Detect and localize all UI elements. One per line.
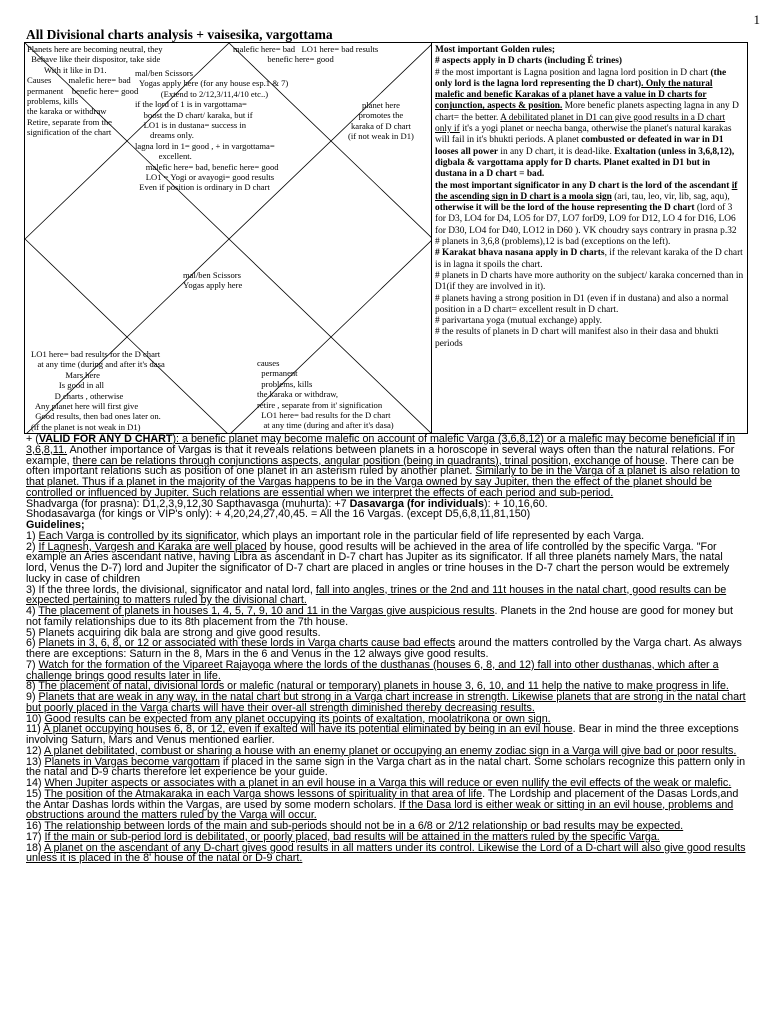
guideline-2: 2) If Lagnesh, Vargesh and Karaka are well placed by house, good results will be achieved in the area of life controlled by the specific Varga. "For example an Aries ascendant native, having Libra as ascendant in D-7 chart has Jupiter as its significator. If all three planets namely Mars, the natal lord, Venus the D-7) lord and Jupiter the significator of D-7 chart are placed in angles or trine houses in the D-7 chart the person would be extremely lucky in case of children <box>26 540 730 585</box>
shodasavarga-line: Shodasavarga (for kings or VIP's only): + 4,20,24,27,40,45. = All the 16 Vargas. (except D5,6,8,11,81,150) <box>26 508 531 521</box>
guideline-5: 5) Planets acquiring dik bala are strong and give good results. <box>26 626 321 639</box>
chart-bottom-left-text: LO1 here= bad results for the D chart at any time (during and after it's dasa Mars here Is good in all D charts , otherwise Any planet here will first give Good results, then bad ones later on. (if the planet is not weak in D1) <box>31 349 165 432</box>
rules-aspects: # aspects apply in D charts (including É trines) <box>435 56 622 67</box>
guideline-8: 8) The placement of natal, divisional lords or malefic (natural or temporary) planets in house 3, 6, 10, and 11 help the native to make progress in life. <box>26 680 729 693</box>
intro-paragraph: + (VALID FOR ANY D CHART): a benefic planet may become malefic on account of malefic Varga (3,6,8,12) or a malefic may become beneficial if in 3,6,8,11. Another importance of Vargas is that it reveals relations between planets in a horoscope in several ways often than the natural relations. For example, there can be relations through conjunctions aspects, angular position (being in quadrants), trinal position, exchange of house. There can be often important relations such as position of one planet in an asterism ruled by another planet. Similarly to be in the Varga of a planet is also relation to that planet. Thus if a planet in the majority of the Vargas happens to be in the Varga owned by say Jupiter, then the effect of the planet should be controlled or influenced by Jupiter. Such relations are essential when we interpret the effects of each period and sub-period. <box>26 434 740 499</box>
rules-strong-position: # planets having a strong position in D1 (even if in dustana) and also a normal position in a D chart= excellent result in D chart. <box>435 293 729 315</box>
rules-planets-dustana: # planets in 3,6,8 (problems),12 is bad (exceptions on the left). <box>435 237 671 248</box>
guideline-16: 16) The relationship between lords of the main and sub-periods should not be in a 6/8 or 2/12 relationship or bad results may be expected. <box>26 820 684 832</box>
page-number: 1 <box>753 12 760 27</box>
guideline-9: 9) Planets that are weak in any way, in the natal chart but strong in a Varga chart increase in strength. Likewise planets that are strong in the natal chart but poorly placed in the Varga charts will have their over-all strength diminished thereby decreasing results. <box>26 691 746 714</box>
guideline-13: 13) Planets in Vargas become vargottam if placed in the same sign in the Varga chart as in the natal chart. Some scholars recognize this pattern only in the natal and D-9 charts therefore let experience be your guide. <box>26 755 746 779</box>
divisional-chart-diagram <box>24 42 432 434</box>
document-title: All Divisional charts analysis + vaisesika, vargottama <box>26 27 333 42</box>
guideline-18: 18) A planet on the ascendant of any D-chart gives good results in all matters under its control. Likewise the Lord of a D-chart will also give good results unless it is placed in the 8' house of the natal or D-9 chart. <box>26 841 746 865</box>
rules-parivartana: # parivartana yoga (mutual exchange) apply. <box>435 316 603 327</box>
guideline-1: 1) Each Varga is controlled by its significator, which plays an important role in the particular field of life represented by each Varga. <box>26 529 645 542</box>
rules-authority: # planets in D charts have more authority on the subject/ karaka concerned than in D1(if they are involved in it). <box>435 270 744 293</box>
guideline-12: 12) A planet debilitated, combust or sharing a house with an enemy planet or occupying an enemy zodiac sign in a Varga will give bad or poor results. <box>26 744 737 757</box>
golden-rules-panel <box>432 42 748 434</box>
rules-karakat-bhava: # Karakat bhava nasana apply in D charts, if the relevant karaka of the D chart is in lagna it spoils the chart. <box>435 248 743 270</box>
shadvarga-line: Shadvarga (for prasna): D1,2,3,9,12,30 Sapthavasga (muhurta): +7 Dasavarga (for individuals): + 10,16,60. <box>26 497 548 510</box>
guideline-4: 4) The placement of planets in houses 1, 4, 5, 7, 9, 10 and 11 in the Vargas give auspicious results. Planets in the 2nd house are good for money but not family relationships due to its 8th placement from the 7th house. <box>26 605 733 628</box>
rules-lagna-position: # the most important is Lagna position and lagna lord position in D chart (the only lord is the lagna lord representing the D chart). Only the natural malefic and benefic Karakas of a planet have a value in D charts for conjunction, aspects & position. More benefic planets aspecting lagna in any D chart= the better. A debilitated planet in D1 can give good results in a D chart only if it's a yogi planet or neecha banga, otherwise the planet's natural karakas will fail in it's bhukti periods. A planet combusted or defeated in war in D1 looses all power in any D chart, it is dead-like. Exaltation (unless in 3,6,8,12), digbala & vargottama apply for D charts. Planet exalted in D1 but in dustana in a D chart = bad. <box>435 67 739 180</box>
guideline-17: 17) If the main or sub-period lord is debilitated, or poorly placed, bad results will be attained in the matters ruled by the specific Varga. <box>26 830 660 843</box>
guidelines-heading: Guidelines; <box>26 519 85 531</box>
rules-heading: Most important Golden rules; <box>435 45 556 55</box>
chart-right-side-text: planet here promotes the karaka of D chart (if not weak in D1) <box>348 100 414 142</box>
rules-significator: the most important significator in any D chart is the lord of the ascendant if the ascending sign in D chart is a moola sign (ari, tau, leo, vir, lib, sag, aqu), otherwise it will be the lord of the house representing the D chart (lord of 3 for D3, LO4 for D4, LO5 for D7, LO7 forD9, LO9 for D12, LO 4 for D16, LO6 for D30, LO4 for D40, LO12 in D60 ). VK choudry says contrary in prasna p.32 <box>435 180 738 236</box>
guideline-6: 6) Planets in 3, 6, 8, or 12 or associated with these lords in Varga charts cause bad effects around the matters controlled by the Varga chart. As always there are exceptions: Saturn in the 8, Mars in the 6 and Venus in the 12 always give good results. <box>26 637 742 660</box>
guidelines-body <box>26 434 746 1020</box>
guideline-11: 11) A planet occupying houses 6, 8, or 12, even if exalted will have its potential eliminated by being in an evil house. Bear in mind the three exceptions involving Saturn, Mars and Venus mentioned earlier. <box>26 723 739 746</box>
chart-top-left-corner-text: Planets here are becoming neutral, they Behave like their dispositor, take side With it like in D1. Causes malefic here= bad permanent benefic here= good problems, kills the karaka or withdraw Retire, separate from the signification of the chart <box>27 44 163 138</box>
guideline-7: 7) Watch for the formation of the Vipareet Rajayoga where the lords of the dusthanas (houses 6, 8, and 12) fall into other dusthanas, which after a challenge brings good results later in life. <box>26 658 719 682</box>
chart-top-right-corner-text: malefic here= bad LO1 here= bad results benefic here= good <box>233 44 379 65</box>
guideline-10: 10) Good results can be expected from any planet occupying its points of exaltation, moolatrikona or own sign. <box>26 712 551 725</box>
chart-bottom-right-text: causes permanent problems, kills the karaka or withdraw, retire , separate from it' signification LO1 here= bad results for the D chart at any time (during and after it's dasa) <box>257 358 394 431</box>
guideline-15: 15) The position of the Atmakaraka in each Varga shows lessons of spirituality in that area of life. The Lordship and placement of the Dasas Lords,and the Antar Dashas lords within the Vargas, are used by some modern scholars. If the Dasa lord is either weak or sitting in an evil house, problems and obstructions around the matters ruled by the Varga will occur. <box>26 787 739 822</box>
chart-top-center-text: mal/ben Scissors Yogas apply here (for any house esp.1 & 7) (Extend to 2/12,3/11,4/10 etc..) if the lord of 1 is in vargottama= boost the D chart/ karaka, but if LO1 is in dustana= success in dreams only. lagna lord in 1= good , + in vargottama= excellent. malefic here= bad, benefic here= good LO1 = Yogi or avayogi= good results Even if position is ordinary in D chart <box>135 68 289 193</box>
chart-center-text: mal/ben Scissors Yogas apply here <box>183 270 243 291</box>
guideline-14: 14) When Jupiter aspects or associates with a planet in an evil house in a Varga this will reduce or even nullify the evil effects of the weak or malefic. <box>26 777 732 789</box>
rules-dasa-results: # the results of planets in D chart will manifest also in their dasa and bhukti periods <box>435 327 719 349</box>
guideline-3: 3) If the three lords, the divisional, significator and natal lord, fall into angles, trines or the 2nd and 11t houses in the natal chart, good results can be expected pertaining to matters ruled by the divisional chart. <box>26 583 727 607</box>
